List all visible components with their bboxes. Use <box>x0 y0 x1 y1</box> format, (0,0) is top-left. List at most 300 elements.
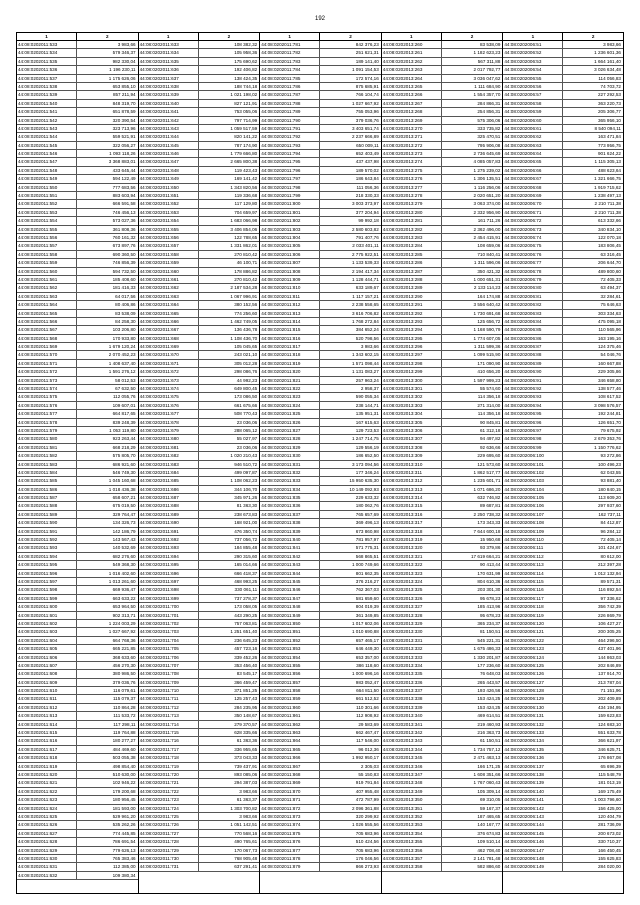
cadastral-number-cell: 44:08:0202011:566 <box>17 318 77 325</box>
cadastral-value-cell: 186 652,50 <box>355 453 379 459</box>
table-row <box>17 763 138 771</box>
cadastral-number-cell: 44:08:0202011:599 <box>17 595 77 602</box>
cadastral-number-cell: 44:08:0202006:107 <box>503 511 563 518</box>
table-row <box>382 49 503 57</box>
cadastral-number-cell: 44:08:0202011:719 <box>139 763 199 770</box>
table-row <box>17 796 138 804</box>
table-row <box>17 167 138 175</box>
cadastral-value-cell: 112 055,76 <box>112 394 136 400</box>
cadastral-value-cell: 180 062,76 <box>355 503 379 509</box>
table-row <box>17 553 138 561</box>
cadastral-number-cell: 44:08:0202011:677 <box>139 410 199 417</box>
cadastral-value-cell: 1 012 132,94 <box>594 570 621 576</box>
cadastral-number-cell: 44:08:0202011:544 <box>17 133 77 140</box>
cadastral-value-cell: 238 144,71 <box>355 402 379 408</box>
cadastral-number-cell: 44:08:0202013:283 <box>382 234 442 241</box>
table-row <box>139 838 260 846</box>
cadastral-number-cell: 44:08:0202011:605 <box>17 645 77 652</box>
cadastral-number-cell: 44:08:0202013:288 <box>382 276 442 283</box>
cadastral-number-cell: 44:08:0202013:264 <box>382 75 442 82</box>
cadastral-value-cell: 170 067,73 <box>234 847 258 853</box>
cadastral-number-cell: 44:08:0202013:296 <box>382 343 442 350</box>
table-row <box>260 125 381 133</box>
cadastral-number-cell: 44:08:0202011:543 <box>17 125 77 132</box>
cadastral-number-cell: 44:08:0202006:124 <box>503 654 563 661</box>
cadastral-value-cell: 704 659,97 <box>234 209 258 215</box>
cadastral-value-cell: 1 774 607,05 <box>473 335 501 341</box>
table-row <box>382 343 503 351</box>
cadastral-number-cell: 44:08:0202011:712 <box>139 704 199 711</box>
cadastral-value-cell: 657 465,17 <box>355 637 379 643</box>
cadastral-number-cell: 44:08:0202011:789 <box>260 108 320 115</box>
table-row <box>139 167 260 175</box>
cadastral-value-cell: 535 262,26 <box>112 822 136 828</box>
table-row <box>382 377 503 385</box>
table-row <box>382 863 503 871</box>
cadastral-value-cell: 508 770,43 <box>234 411 258 417</box>
cadastral-number-cell: 44:08:0202011:567 <box>17 326 77 333</box>
cadastral-value-cell: 80 612,00 <box>600 553 621 559</box>
cadastral-number-cell: 44:08:0202011:817 <box>260 343 320 350</box>
table-row <box>503 234 623 242</box>
cadastral-value-cell: 320 390,54 <box>112 117 136 123</box>
table-row <box>260 310 381 318</box>
table-row <box>503 813 623 821</box>
cadastral-number-cell: 44:08:0202011:589 <box>17 511 77 518</box>
cadastral-value-cell: 1 108 436,70 <box>230 335 258 341</box>
cadastral-value-cell: 653 964,50 <box>112 604 136 610</box>
cadastral-value-cell: 371 851,25 <box>234 688 258 694</box>
cadastral-value-cell: 176 867,08 <box>597 755 621 761</box>
cadastral-value-cell: 170 933,80 <box>112 335 136 341</box>
cadastral-value-cell: 901 624,22 <box>597 151 621 157</box>
cadastral-number-cell: 44:08:0202006:134 <box>503 737 563 744</box>
cadastral-value-cell: 575 805,70 <box>112 453 136 459</box>
cadastral-number-cell: 44:08:0202013:302 <box>382 393 442 400</box>
table-row <box>503 310 623 318</box>
table-row <box>382 695 503 703</box>
table-row <box>17 427 138 435</box>
cadastral-number-cell: 44:08:0202011:635 <box>139 58 199 65</box>
cadastral-number-cell: 44:08:0202013:321 <box>382 553 442 560</box>
cadastral-value-cell: 365 956,10 <box>597 117 621 123</box>
cadastral-value-cell: 3 556 640,42 <box>473 302 501 308</box>
table-row <box>260 49 381 57</box>
cadastral-number-cell: 44:08:0202011:834 <box>260 486 320 493</box>
cadastral-value-cell: 305 012,28 <box>234 360 258 366</box>
table-row <box>503 486 623 494</box>
cadastral-value-cell: 2 096 361,88 <box>351 805 379 811</box>
table-row <box>139 687 260 695</box>
cadastral-number-cell: 44:08:0202011:676 <box>139 402 199 409</box>
table-row <box>503 645 623 653</box>
cadastral-value-cell: 559 521,91 <box>112 134 136 140</box>
cadastral-number-cell: 44:08:0202011:561 <box>17 276 77 283</box>
cadastral-number-cell: 44:08:0202006:84 <box>503 318 563 325</box>
cadastral-number-cell: 44:08:0202006:54 <box>503 66 563 73</box>
cadastral-number-cell: 44:08:0202011:681 <box>139 444 199 451</box>
cadastral-number-cell: 44:08:0202013:328 <box>382 612 442 619</box>
cadastral-number-cell: 44:08:0202011:845 <box>260 578 320 585</box>
cadastral-number-cell: 44:08:0202011:571 <box>17 360 77 367</box>
cadastral-number-cell: 44:08:0202006:149 <box>503 863 563 870</box>
cadastral-number-cell: 44:08:0202011:560 <box>17 268 77 275</box>
cadastral-value-cell: 59 167,37 <box>479 805 501 811</box>
cadastral-number-cell: 44:08:0202006:82 <box>503 301 563 308</box>
cadastral-value-cell: 173 086,50 <box>234 394 258 400</box>
table-row <box>260 536 381 544</box>
cadastral-value-cell: 768 905,48 <box>234 855 258 861</box>
cadastral-number-cell: 44:08:0202006:108 <box>503 519 563 526</box>
table-row <box>17 351 138 359</box>
cadastral-value-cell: 1 251 651,40 <box>230 629 258 635</box>
cadastral-number-cell: 44:08:0202006:130 <box>503 704 563 711</box>
table-row <box>503 41 623 49</box>
table-row <box>260 771 381 779</box>
table-row <box>382 763 503 771</box>
cadastral-number-cell: 44:08:0202013:299 <box>382 368 442 375</box>
cadastral-number-cell: 44:08:0202013:313 <box>382 486 442 493</box>
cadastral-value-cell: 739 437,91 <box>234 763 258 769</box>
cadastral-number-cell: 44:08:0202011:615 <box>17 729 77 736</box>
cadastral-number-cell: 44:08:0202006:89 <box>503 360 563 367</box>
cadastral-value-cell: 2 033 401,11 <box>352 243 379 249</box>
cadastral-value-cell: 8 540 094,11 <box>594 125 621 131</box>
cadastral-value-cell: 167 615,63 <box>355 419 379 425</box>
cadastral-value-cell: 675 019,50 <box>112 503 136 509</box>
table-row <box>139 830 260 838</box>
cadastral-number-cell: 44:08:0202011:843 <box>260 561 320 568</box>
cadastral-value-cell: 94 497,82 <box>479 436 501 442</box>
cadastral-number-cell: 44:08:0202011:804 <box>260 234 320 241</box>
table-row <box>382 125 503 133</box>
cadastral-value-cell: 1 053 119,80 <box>109 427 136 433</box>
cadastral-value-cell: 1 010 690,88 <box>351 629 379 635</box>
table-row <box>260 578 381 586</box>
cadastral-number-cell: 44:08:0202011:610 <box>17 687 77 694</box>
cadastral-number-cell: 44:08:0202011:808 <box>260 268 320 275</box>
cadastral-number-cell: 44:08:0202006:132 <box>503 721 563 728</box>
cadastral-number-cell: 44:08:0202011:569 <box>17 343 77 350</box>
cadastral-value-cell: 765 383,46 <box>112 855 136 861</box>
table-row <box>260 335 381 343</box>
table-row <box>260 66 381 74</box>
table-row <box>17 477 138 485</box>
table-row <box>503 150 623 158</box>
cadastral-value-cell: 63 316,45 <box>600 251 621 257</box>
cadastral-number-cell: 44:08:0202011:832 <box>260 469 320 476</box>
table-body <box>503 41 623 894</box>
cadastral-number-cell: 44:08:0202011:648 <box>139 167 199 174</box>
cadastral-number-cell: 44:08:0202011:795 <box>260 158 320 165</box>
cadastral-value-cell: 257 963,24 <box>355 377 379 383</box>
cadastral-value-cell: 298 086,76 <box>234 369 258 375</box>
cadastral-value-cell: 1 408 637,40 <box>108 360 136 366</box>
cadastral-value-cell: 29 583,69 <box>358 721 379 727</box>
cadastral-value-cell: 787 174,90 <box>234 142 258 148</box>
cadastral-value-cell: 140 532,69 <box>112 545 136 551</box>
cadastral-value-cell: 1 768 272,84 <box>351 318 379 324</box>
table-row <box>503 847 623 855</box>
cadastral-number-cell: 44:08:0202006:92 <box>503 385 563 392</box>
cadastral-value-cell: 226 869,79 <box>597 612 621 618</box>
table-row <box>503 58 623 66</box>
table-row <box>382 444 503 452</box>
cadastral-number-cell: 44:08:0202006:123 <box>503 645 563 652</box>
cadastral-number-cell: 44:08:0202011:592 <box>17 536 77 543</box>
cadastral-value-cell: 755 053,96 <box>355 109 379 115</box>
table-row <box>139 91 260 99</box>
cadastral-number-cell: 44:08:0202011:809 <box>260 276 320 283</box>
cadastral-number-cell: 44:08:0202013:353 <box>382 821 442 828</box>
table-row <box>503 687 623 695</box>
table-row <box>139 502 260 510</box>
cadastral-number-cell: 44:08:0202011:797 <box>260 175 320 182</box>
header-cadastral-value: 2 <box>106 34 109 39</box>
table-row <box>382 536 503 544</box>
cadastral-number-cell: 44:08:0202011:611 <box>17 695 77 702</box>
table-row <box>139 108 260 116</box>
cadastral-number-cell: 44:08:0202013:342 <box>382 729 442 736</box>
header-cadastral-number: 1 <box>382 33 442 40</box>
cadastral-number-cell: 44:08:0202006:97 <box>503 427 563 434</box>
cadastral-value-cell: 499 097,87 <box>234 469 258 475</box>
cadastral-value-cell: 3 406 854,06 <box>230 226 258 232</box>
table-row <box>17 578 138 586</box>
cadastral-value-cell: 490 765,61 <box>234 839 258 845</box>
table-row <box>260 805 381 813</box>
cadastral-value-cell: 1 303 700,82 <box>230 805 258 811</box>
cadastral-value-cell: 325 470,51 <box>477 134 501 140</box>
cadastral-number-cell: 44:08:0202011:574 <box>17 385 77 392</box>
cadastral-value-cell: 297 937,60 <box>597 503 621 509</box>
table-row <box>260 863 381 871</box>
cadastral-value-cell: 1 992 950,17 <box>351 755 379 761</box>
cadastral-value-cell: 1 554 357,70 <box>473 92 501 98</box>
cadastral-value-cell: 265 443,57 <box>477 679 501 685</box>
table-row <box>17 75 138 83</box>
cadastral-number-cell: 44:08:0202011:639 <box>139 91 199 98</box>
table-row <box>17 695 138 703</box>
table-row <box>382 486 503 494</box>
table-row <box>260 167 381 175</box>
cadastral-value-cell: 83 545,17 <box>236 671 258 677</box>
cadastral-value-cell: 551 633,78 <box>597 730 621 736</box>
cadastral-number-cell: 44:08:0202011:854 <box>260 654 320 661</box>
table-row <box>382 494 503 502</box>
cadastral-number-cell: 44:08:0202011:637 <box>139 75 199 82</box>
cadastral-number-cell: 44:08:0202011:800 <box>260 200 320 207</box>
cadastral-value-cell: 369 496,13 <box>355 520 379 526</box>
cadastral-value-cell: 1 016 402,60 <box>108 570 136 576</box>
table-row <box>139 461 260 469</box>
table-row <box>260 108 381 116</box>
cadastral-number-cell: 44:08:0202011:614 <box>17 721 77 728</box>
cadastral-number-cell: 44:08:0202011:634 <box>139 49 199 56</box>
table-row <box>382 142 503 150</box>
table-row <box>260 377 381 385</box>
cadastral-value-cell: 138 424,35 <box>234 75 258 81</box>
table-row <box>17 142 138 150</box>
cadastral-number-cell: 44:08:0202006:72 <box>503 217 563 224</box>
table-row <box>139 83 260 91</box>
cadastral-number-cell: 44:08:0202006:55 <box>503 75 563 82</box>
cadastral-value-cell: 346 625,71 <box>597 746 621 752</box>
table-row <box>260 293 381 301</box>
cadastral-value-cell: 613 332,66 <box>597 218 621 224</box>
cadastral-number-cell: 44:08:0202011:591 <box>17 528 77 535</box>
cadastral-value-cell: 116 892,54 <box>598 587 621 593</box>
table-row <box>17 66 138 74</box>
table-row <box>17 788 138 796</box>
cadastral-value-cell: 2 454 415,91 <box>473 234 501 240</box>
cadastral-number-cell: 44:08:0202013:329 <box>382 620 442 627</box>
cadastral-value-cell: 786 691,54 <box>112 839 136 845</box>
cadastral-value-cell: 662 467,47 <box>355 730 379 736</box>
table-row <box>139 712 260 720</box>
cadastral-number-cell: 44:08:0202011:570 <box>17 351 77 358</box>
cadastral-value-cell: 651 878,59 <box>112 109 136 115</box>
cadastral-value-cell: 169 141,42 <box>234 176 258 182</box>
cadastral-value-cell: 166 171,25 <box>477 763 501 769</box>
table-row <box>260 444 381 452</box>
cadastral-number-cell: 44:08:0202013:271 <box>382 133 442 140</box>
table-row <box>382 754 503 762</box>
table-row <box>503 477 623 485</box>
cadastral-value-cell: 2 580 603,82 <box>351 226 379 232</box>
cadastral-value-cell: 1 116 256,06 <box>473 184 501 190</box>
table-row <box>382 293 503 301</box>
cadastral-number-cell: 44:08:0202006:121 <box>503 628 563 635</box>
cadastral-value-cell: 3 616 706,82 <box>351 310 379 316</box>
table-row <box>17 251 138 259</box>
cadastral-value-cell: 65 696,39 <box>600 763 621 769</box>
cadastral-number-cell: 44:08:0202011:703 <box>139 628 199 635</box>
table-row <box>260 695 381 703</box>
cadastral-number-cell: 44:08:0202011:585 <box>17 477 77 484</box>
cadastral-value-cell: 330 061,11 <box>234 587 258 593</box>
table-row <box>17 528 138 536</box>
cadastral-number-cell: 44:08:0202011:643 <box>139 125 199 132</box>
cadastral-value-cell: 373 043,33 <box>234 755 258 761</box>
cadastral-value-cell: 353 456,40 <box>234 662 258 668</box>
cadastral-value-cell: 83 538,09 <box>479 42 501 47</box>
header-cadastral-number: 1 <box>260 33 320 40</box>
table-row <box>260 637 381 645</box>
cadastral-value-cell: 3 983,66 <box>117 42 136 47</box>
table-row <box>17 133 138 141</box>
cadastral-value-cell: 668 218,29 <box>112 444 136 450</box>
cadastral-number-cell: 44:08:0202011:646 <box>139 150 199 157</box>
cadastral-value-cell: 545 221,31 <box>477 637 501 643</box>
cadastral-value-cell: 202 846,89 <box>597 662 621 668</box>
cadastral-number-cell: 44:08:0202011:874 <box>260 821 320 828</box>
table-row <box>382 511 503 519</box>
table-row <box>503 612 623 620</box>
cadastral-number-cell: 44:08:0202011:825 <box>260 410 320 417</box>
cadastral-number-cell: 44:08:0202011:841 <box>260 544 320 551</box>
cadastral-value-cell: 1 247 714,75 <box>351 436 379 442</box>
cadastral-value-cell: 1 051 142,51 <box>230 822 258 828</box>
cadastral-number-cell: 44:08:0202011:866 <box>260 754 320 761</box>
table-row <box>139 771 260 779</box>
cadastral-number-cell: 44:08:0202013:322 <box>382 561 442 568</box>
cadastral-number-cell: 44:08:0202013:335 <box>382 670 442 677</box>
cadastral-value-cell: 3 983,66 <box>239 813 258 819</box>
cadastral-number-cell: 44:08:0202011:812 <box>260 301 320 308</box>
table-row <box>260 586 381 594</box>
cadastral-number-cell: 44:08:0202011:855 <box>260 662 320 669</box>
cadastral-number-cell: 44:08:0202006:126 <box>503 670 563 677</box>
table-row <box>503 637 623 645</box>
cadastral-value-cell: 546 749,30 <box>112 469 136 475</box>
table-row <box>503 318 623 326</box>
table-row <box>260 259 381 267</box>
header-cadastral-number: 1 <box>17 33 77 40</box>
cadastral-value-cell: 61 363,36 <box>236 738 258 744</box>
table-row <box>503 242 623 250</box>
table-row <box>382 150 503 158</box>
cadastral-number-cell: 44:08:0202013:314 <box>382 494 442 501</box>
table-row <box>17 226 138 234</box>
cadastral-value-cell: 294 387,03 <box>234 780 258 786</box>
table-row <box>503 746 623 754</box>
table-row <box>139 268 260 276</box>
cadastral-number-cell: 44:08:0202011:557 <box>17 242 77 249</box>
cadastral-number-cell: 44:08:0202011:858 <box>260 687 320 694</box>
cadastral-value-cell: 2 020 651,20 <box>473 193 501 199</box>
cadastral-value-cell: 181 593,00 <box>112 805 136 811</box>
table-row <box>503 167 623 175</box>
table-row <box>382 654 503 662</box>
table-row <box>382 276 503 284</box>
cadastral-value-cell: 649 800,45 <box>234 386 258 392</box>
table-row <box>260 435 381 443</box>
cadastral-number-cell: 44:08:0202011:697 <box>139 578 199 585</box>
cadastral-number-cell: 44:08:0202013:333 <box>382 654 442 661</box>
table-row <box>17 83 138 91</box>
cadastral-value-cell: 290 315,60 <box>234 553 258 559</box>
table-row <box>382 251 503 259</box>
cadastral-number-cell: 44:08:0202011:595 <box>17 561 77 568</box>
table-row <box>139 385 260 393</box>
cadastral-value-cell: 686 921,60 <box>112 461 136 467</box>
table-row <box>260 326 381 334</box>
cadastral-value-cell: 1 311 596,06 <box>473 260 501 266</box>
cadastral-value-cell: 919 791,84 <box>355 780 379 786</box>
cadastral-number-cell: 44:08:0202011:618 <box>17 754 77 761</box>
table-row <box>260 544 381 552</box>
cadastral-number-cell: 44:08:0202011:683 <box>139 461 199 468</box>
cadastral-number-cell: 44:08:0202006:67 <box>503 175 563 182</box>
cadastral-number-cell: 44:08:0202011:689 <box>139 511 199 518</box>
cadastral-value-cell: 93 379,86 <box>479 545 501 551</box>
table-row <box>17 628 138 636</box>
table-row <box>17 805 138 813</box>
cadastral-number-cell: 44:08:0202011:563 <box>17 293 77 300</box>
cadastral-value-cell: 185 408,60 <box>112 276 136 282</box>
cadastral-value-cell: 1 235 601,71 <box>473 478 501 484</box>
table-row <box>503 712 623 720</box>
cadastral-number-cell: 44:08:0202011:624 <box>17 805 77 812</box>
cadastral-number-cell: 44:08:0202013:332 <box>382 645 442 652</box>
table-row <box>503 284 623 292</box>
cadastral-number-cell: 44:08:0202011:868 <box>260 771 320 778</box>
cadastral-value-cell: 329 764,47 <box>112 511 136 517</box>
cadastral-value-cell: 380 152,56 <box>234 302 258 308</box>
table-row <box>17 343 138 351</box>
cadastral-value-cell: 766 104,74 <box>355 92 379 98</box>
